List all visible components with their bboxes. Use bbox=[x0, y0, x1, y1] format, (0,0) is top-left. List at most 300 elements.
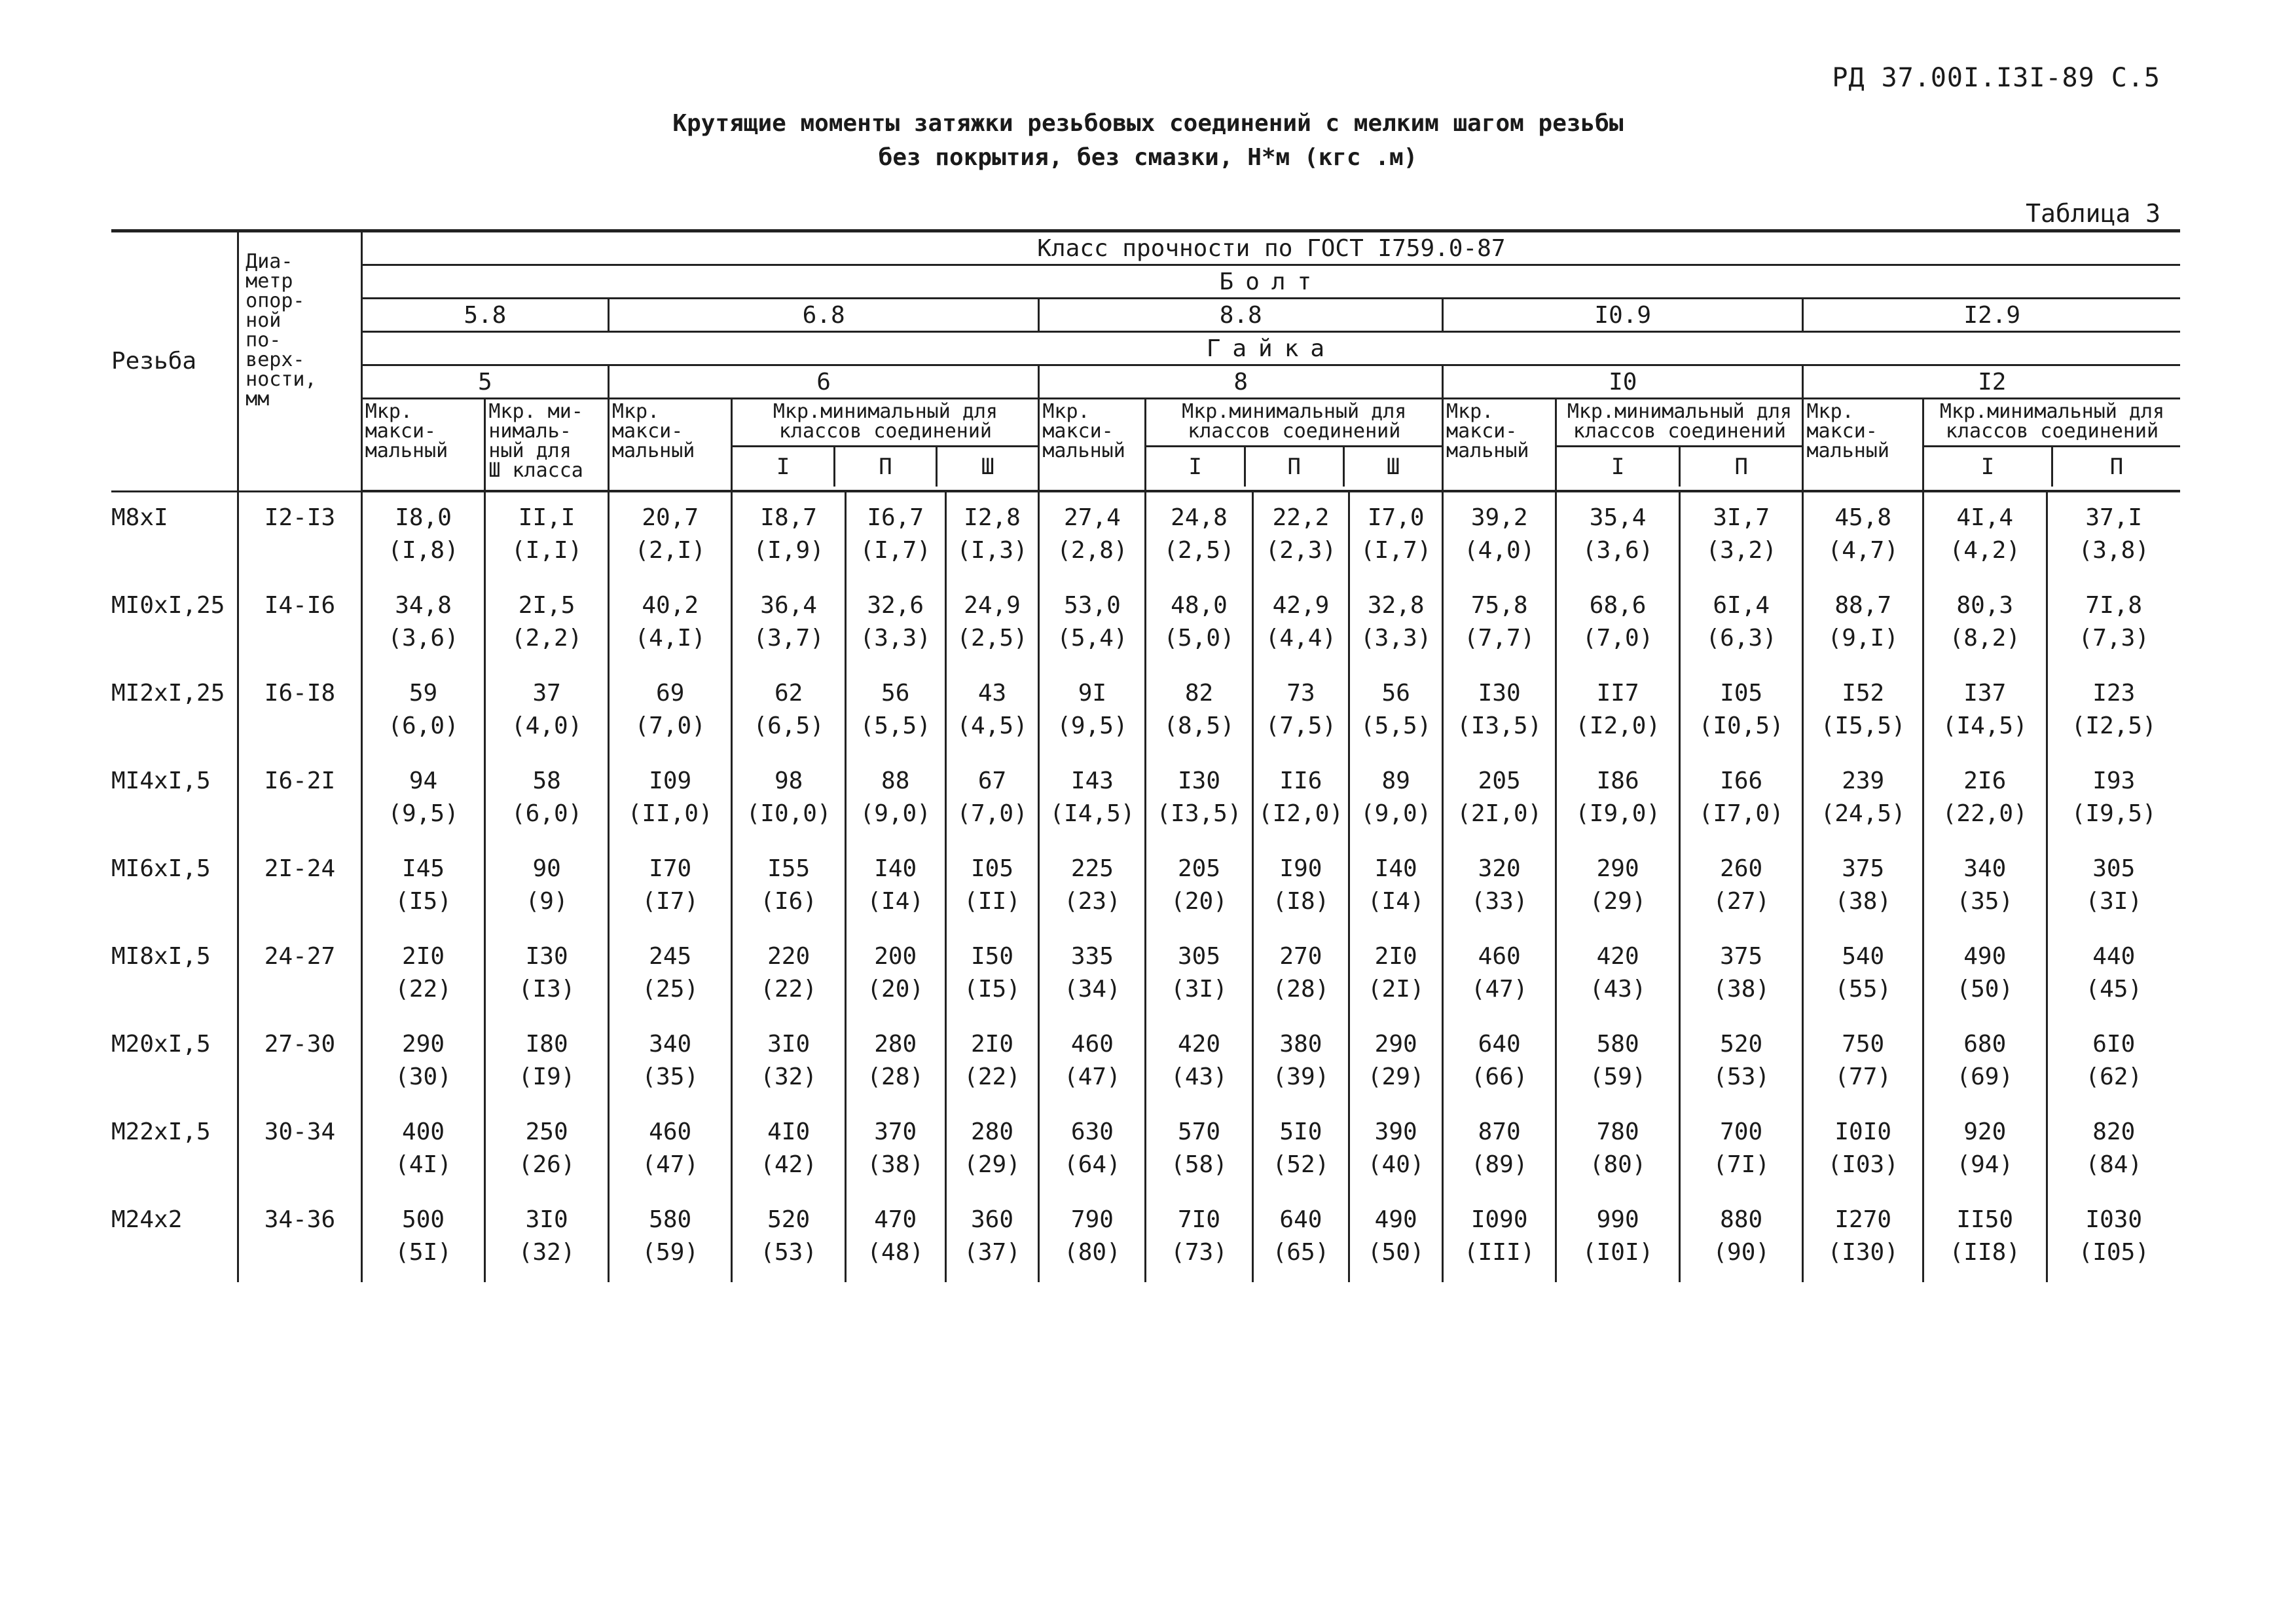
thread-size-cell: М24x2 bbox=[111, 1194, 238, 1282]
diameter-cell: 30-34 bbox=[238, 1107, 362, 1194]
torque-value-cell bbox=[1039, 580, 1146, 668]
torque-kgfm-value: (5,0) bbox=[1163, 625, 1235, 652]
torque-value-cell bbox=[1923, 668, 2047, 756]
torque-value-cell bbox=[1349, 756, 1443, 843]
torque-nm-value: 4I,4 bbox=[1956, 504, 2014, 531]
torque-nm-value: I2,8 bbox=[964, 504, 1021, 531]
mkr-max-header: Мкр. макси- мальный bbox=[1039, 399, 1146, 492]
document-code: РД 37.00I.I3I-89 С.5 bbox=[1832, 63, 2160, 93]
torque-value-cell bbox=[1556, 843, 1680, 931]
torque-value-cell bbox=[945, 931, 1039, 1019]
torque-kgfm-value: (66) bbox=[1470, 1063, 1528, 1090]
torque-nm-value: II,I bbox=[518, 504, 575, 531]
torque-nm-value: 42,9 bbox=[1272, 592, 1330, 619]
torque-kgfm-value: (38) bbox=[1834, 888, 1892, 915]
torque-value-cell bbox=[1443, 1019, 1556, 1107]
torque-value-cell bbox=[1923, 931, 2047, 1019]
torque-value-cell bbox=[1923, 491, 2047, 580]
torque-kgfm-value: (32) bbox=[760, 1063, 817, 1090]
torque-value-cell bbox=[1146, 491, 1252, 580]
torque-kgfm-value: (II,0) bbox=[627, 800, 713, 827]
torque-nm-value: I90 bbox=[1279, 855, 1322, 882]
torque-nm-value: 98 bbox=[774, 767, 803, 794]
torque-kgfm-value: (I3,5) bbox=[1156, 800, 1242, 827]
torque-nm-value: I05 bbox=[970, 855, 1014, 882]
torque-kgfm-value: (I,7) bbox=[1360, 537, 1432, 564]
torque-kgfm-value: (5,5) bbox=[860, 712, 931, 739]
torque-value-cell bbox=[361, 756, 485, 843]
torque-value-cell bbox=[485, 668, 609, 756]
torque-nm-value: 290 bbox=[402, 1031, 445, 1058]
torque-kgfm-value: (2I) bbox=[1367, 976, 1425, 1003]
roman-III-header: Ш bbox=[1386, 454, 1400, 480]
torque-value-cell bbox=[2047, 580, 2180, 668]
torque-value-cell bbox=[1039, 1194, 1146, 1282]
mkr-max-header: Мкр. макси- мальный bbox=[1803, 399, 1923, 492]
torque-nm-value: 520 bbox=[767, 1206, 811, 1233]
thread-column-header: Резьба bbox=[111, 231, 238, 492]
torque-value-cell bbox=[1923, 843, 2047, 931]
torque-value-cell bbox=[2047, 843, 2180, 931]
torque-kgfm-value: (80) bbox=[1589, 1151, 1647, 1178]
torque-kgfm-value: (9,5) bbox=[1057, 712, 1128, 739]
torque-value-cell bbox=[608, 931, 732, 1019]
nut-header: Гайка bbox=[361, 332, 2180, 365]
torque-nm-value: 35,4 bbox=[1589, 504, 1647, 531]
torque-kgfm-value: (7,0) bbox=[634, 712, 706, 739]
torque-nm-value: II50 bbox=[1956, 1206, 2014, 1233]
bolt-class-5-8: 5.8 bbox=[361, 299, 608, 332]
torque-nm-value: 340 bbox=[649, 1031, 692, 1058]
torque-kgfm-value: (80) bbox=[1064, 1239, 1121, 1266]
torque-value-cell bbox=[732, 668, 845, 756]
torque-value-cell bbox=[1443, 1107, 1556, 1194]
roman-I-header: I bbox=[733, 447, 835, 487]
torque-value-cell bbox=[608, 843, 732, 931]
table-row bbox=[111, 756, 2180, 843]
torque-kgfm-value: (I2,0) bbox=[1258, 800, 1343, 827]
torque-kgfm-value: (I5,5) bbox=[1820, 712, 1906, 739]
torque-nm-value: I43 bbox=[1070, 767, 1114, 794]
torque-nm-value: 375 bbox=[1842, 855, 1885, 882]
torque-value-cell bbox=[732, 1107, 845, 1194]
torque-nm-value: 24,8 bbox=[1171, 504, 1228, 531]
roman-II-header: П bbox=[1246, 447, 1345, 487]
torque-kgfm-value: (39) bbox=[1272, 1063, 1330, 1090]
roman-II-header: П bbox=[2109, 454, 2124, 480]
torque-nm-value: I30 bbox=[525, 943, 568, 970]
torque-nm-value: 490 bbox=[1374, 1206, 1417, 1233]
torque-kgfm-value: (24,5) bbox=[1820, 800, 1906, 827]
torque-kgfm-value: (50) bbox=[1367, 1239, 1425, 1266]
torque-nm-value: 88 bbox=[881, 767, 910, 794]
torque-nm-value: 630 bbox=[1070, 1118, 1114, 1145]
diameter-cell: I6-2I bbox=[238, 756, 362, 843]
torque-value-cell bbox=[608, 580, 732, 668]
torque-nm-value: I70 bbox=[649, 855, 692, 882]
torque-nm-value: 75,8 bbox=[1470, 592, 1528, 619]
torque-kgfm-value: (28) bbox=[1272, 976, 1330, 1003]
torque-nm-value: 870 bbox=[1478, 1118, 1521, 1145]
torque-value-cell bbox=[1039, 843, 1146, 931]
torque-nm-value: 220 bbox=[767, 943, 811, 970]
torque-nm-value: I30 bbox=[1478, 680, 1521, 707]
torque-value-cell bbox=[732, 931, 845, 1019]
torque-kgfm-value: (48) bbox=[867, 1239, 924, 1266]
torque-value-cell bbox=[485, 1194, 609, 1282]
bolt-header: Болт bbox=[361, 265, 2180, 299]
torque-value-cell bbox=[1556, 580, 1680, 668]
torque-nm-value: 69 bbox=[656, 680, 685, 707]
torque-nm-value: 43 bbox=[977, 680, 1007, 707]
torque-kgfm-value: (I4) bbox=[1367, 888, 1425, 915]
torque-nm-value: 94 bbox=[409, 767, 438, 794]
torque-nm-value: 6I0 bbox=[2092, 1031, 2136, 1058]
torque-nm-value: 205 bbox=[1478, 767, 1521, 794]
mkr-min-classes-header: Мкр.минимальный для классов соединений bbox=[1557, 399, 1802, 447]
table-row bbox=[111, 491, 2180, 580]
torque-value-cell bbox=[1146, 931, 1252, 1019]
torque-value-cell bbox=[1556, 668, 1680, 756]
roman-III-header: Ш bbox=[981, 454, 994, 480]
torque-value-cell bbox=[1679, 580, 1803, 668]
torque-value-cell bbox=[2047, 1107, 2180, 1194]
torque-kgfm-value: (27) bbox=[1713, 888, 1770, 915]
mkr-max-header: Мкр. макси- мальный bbox=[361, 399, 485, 492]
table-body bbox=[111, 491, 2180, 1282]
torque-value-cell bbox=[1039, 491, 1146, 580]
torque-kgfm-value: (3,8) bbox=[2078, 537, 2149, 564]
torque-value-cell bbox=[945, 1019, 1039, 1107]
torque-nm-value: I090 bbox=[1470, 1206, 1528, 1233]
torque-kgfm-value: (9,I) bbox=[1827, 625, 1899, 652]
torque-kgfm-value: (I7) bbox=[642, 888, 699, 915]
torque-kgfm-value: (38) bbox=[1713, 976, 1770, 1003]
torque-value-cell bbox=[485, 1107, 609, 1194]
torque-nm-value: 290 bbox=[1596, 855, 1639, 882]
torque-value-cell bbox=[361, 1194, 485, 1282]
torque-kgfm-value: (I5) bbox=[964, 976, 1021, 1003]
table-row bbox=[111, 1107, 2180, 1194]
torque-nm-value: 62 bbox=[774, 680, 803, 707]
torque-value-cell bbox=[1349, 1194, 1443, 1282]
torque-value-cell bbox=[2047, 491, 2180, 580]
torque-value-cell bbox=[2047, 931, 2180, 1019]
torque-value-cell bbox=[485, 756, 609, 843]
torque-nm-value: 90 bbox=[532, 855, 561, 882]
torque-value-cell bbox=[845, 1019, 945, 1107]
torque-value-cell bbox=[2047, 1194, 2180, 1282]
thread-size-cell: МI8xI,5 bbox=[111, 931, 238, 1019]
torque-value-cell bbox=[2047, 1019, 2180, 1107]
torque-kgfm-value: (8,5) bbox=[1163, 712, 1235, 739]
torque-value-cell bbox=[1679, 668, 1803, 756]
torque-value-cell bbox=[1803, 756, 1923, 843]
table-title-line-2: без покрытия, без смазки, Н*м (кгс .м) bbox=[878, 144, 1418, 171]
mkr-max-header: Мкр. макси- мальный bbox=[608, 399, 732, 492]
torque-kgfm-value: (42) bbox=[760, 1151, 817, 1178]
table-row bbox=[111, 668, 2180, 756]
torque-nm-value: 420 bbox=[1596, 943, 1639, 970]
torque-kgfm-value: (I,I) bbox=[511, 537, 583, 564]
torque-kgfm-value: (35) bbox=[642, 1063, 699, 1090]
torque-nm-value: 470 bbox=[874, 1206, 917, 1233]
torque-value-cell bbox=[1443, 756, 1556, 843]
torque-value-cell bbox=[845, 756, 945, 843]
torque-nm-value: 24,9 bbox=[964, 592, 1021, 619]
torque-value-cell bbox=[361, 491, 485, 580]
torque-value-cell bbox=[1803, 1107, 1923, 1194]
torque-nm-value: II7 bbox=[1596, 680, 1639, 707]
torque-kgfm-value: (28) bbox=[867, 1063, 924, 1090]
thread-size-cell: М22xI,5 bbox=[111, 1107, 238, 1194]
torque-nm-value: 790 bbox=[1070, 1206, 1114, 1233]
torque-value-cell bbox=[608, 1019, 732, 1107]
torque-nm-value: 680 bbox=[1963, 1031, 2007, 1058]
diameter-cell: I4-I6 bbox=[238, 580, 362, 668]
torque-nm-value: 400 bbox=[402, 1118, 445, 1145]
torque-kgfm-value: (I9) bbox=[518, 1063, 575, 1090]
torque-value-cell bbox=[945, 843, 1039, 931]
torque-value-cell bbox=[1556, 1107, 1680, 1194]
torque-kgfm-value: (I2,0) bbox=[1575, 712, 1661, 739]
torque-value-cell bbox=[1443, 580, 1556, 668]
torque-value-cell bbox=[945, 580, 1039, 668]
torque-value-cell bbox=[608, 491, 732, 580]
torque-kgfm-value: (3,6) bbox=[1582, 537, 1654, 564]
torque-value-cell bbox=[1443, 931, 1556, 1019]
torque-value-cell bbox=[945, 668, 1039, 756]
torque-value-cell bbox=[1146, 668, 1252, 756]
diameter-cell: 34-36 bbox=[238, 1194, 362, 1282]
torque-kgfm-value: (29) bbox=[1589, 888, 1647, 915]
torque-value-cell bbox=[1443, 1194, 1556, 1282]
torque-nm-value: 2I,5 bbox=[518, 592, 575, 619]
torque-nm-value: 270 bbox=[1279, 943, 1322, 970]
table-header bbox=[111, 231, 2180, 492]
torque-value-cell bbox=[1556, 1194, 1680, 1282]
torque-nm-value: 335 bbox=[1070, 943, 1114, 970]
torque-nm-value: 305 bbox=[2092, 855, 2136, 882]
torque-nm-value: I86 bbox=[1596, 767, 1639, 794]
torque-kgfm-value: (3,2) bbox=[1705, 537, 1777, 564]
torque-kgfm-value: (7,0) bbox=[957, 800, 1028, 827]
torque-kgfm-value: (3,3) bbox=[860, 625, 931, 652]
torque-value-cell bbox=[485, 580, 609, 668]
thread-size-cell: М8xI bbox=[111, 491, 238, 580]
torque-value-cell bbox=[608, 1107, 732, 1194]
torque-kgfm-value: (9,5) bbox=[388, 800, 459, 827]
torque-nm-value: 45,8 bbox=[1834, 504, 1892, 531]
nut-class-5: 5 bbox=[361, 365, 608, 399]
torque-kgfm-value: (II8) bbox=[1949, 1239, 2020, 1266]
torque-nm-value: 56 bbox=[881, 680, 910, 707]
torque-kgfm-value: (55) bbox=[1834, 976, 1892, 1003]
torque-value-cell bbox=[1679, 1019, 1803, 1107]
torque-value-cell bbox=[608, 668, 732, 756]
torque-nm-value: 750 bbox=[1842, 1031, 1885, 1058]
torque-kgfm-value: (I30) bbox=[1827, 1239, 1899, 1266]
torque-nm-value: 20,7 bbox=[642, 504, 699, 531]
torque-kgfm-value: (29) bbox=[1367, 1063, 1425, 1090]
torque-kgfm-value: (59) bbox=[642, 1239, 699, 1266]
torque-kgfm-value: (I4,5) bbox=[1942, 712, 2028, 739]
torque-kgfm-value: (84) bbox=[2085, 1151, 2143, 1178]
torque-value-cell bbox=[1923, 1019, 2047, 1107]
torque-kgfm-value: (90) bbox=[1713, 1239, 1770, 1266]
mkr-min-classes-header: Мкр.минимальный для классов соединений bbox=[733, 399, 1038, 447]
torque-nm-value: 245 bbox=[649, 943, 692, 970]
torque-nm-value: 305 bbox=[1177, 943, 1221, 970]
roman-II-header: П bbox=[835, 447, 938, 487]
table-row bbox=[111, 1194, 2180, 1282]
torque-value-cell bbox=[485, 1019, 609, 1107]
torque-kgfm-value: (I4) bbox=[867, 888, 924, 915]
torque-value-cell bbox=[1679, 491, 1803, 580]
torque-nm-value: I05 bbox=[1720, 680, 1763, 707]
thread-size-cell: МI6xI,5 bbox=[111, 843, 238, 931]
torque-value-cell bbox=[1803, 931, 1923, 1019]
diameter-cell: 27-30 bbox=[238, 1019, 362, 1107]
torque-kgfm-value: (77) bbox=[1834, 1063, 1892, 1090]
torque-kgfm-value: (89) bbox=[1470, 1151, 1528, 1178]
torque-kgfm-value: (I,3) bbox=[957, 537, 1028, 564]
torque-nm-value: I40 bbox=[874, 855, 917, 882]
torque-nm-value: 36,4 bbox=[760, 592, 817, 619]
diameter-column-header: Диа- метр опор- ной по- верх- ности, мм bbox=[238, 231, 362, 492]
torque-value-cell bbox=[1923, 1107, 2047, 1194]
torque-value-cell bbox=[361, 1019, 485, 1107]
table-number-label: Таблица 3 bbox=[2026, 199, 2160, 228]
torque-kgfm-value: (I05) bbox=[2078, 1239, 2149, 1266]
torque-nm-value: 880 bbox=[1720, 1206, 1763, 1233]
torque-value-cell bbox=[1349, 1107, 1443, 1194]
torque-kgfm-value: (6,3) bbox=[1705, 625, 1777, 652]
torque-value-cell bbox=[1146, 1194, 1252, 1282]
torque-nm-value: 67 bbox=[977, 767, 1007, 794]
mkr-min-classes-header: Мкр.минимальный для классов соединений bbox=[1146, 399, 1442, 447]
torque-kgfm-value: (I6) bbox=[760, 888, 817, 915]
nut-class-6: 6 bbox=[608, 365, 1038, 399]
torque-kgfm-value: (9) bbox=[525, 888, 568, 915]
torque-value-cell bbox=[1443, 668, 1556, 756]
torque-kgfm-value: (37) bbox=[964, 1239, 1021, 1266]
torque-nm-value: 640 bbox=[1279, 1206, 1322, 1233]
torque-kgfm-value: (4,7) bbox=[1827, 537, 1899, 564]
torque-kgfm-value: (4,4) bbox=[1265, 625, 1337, 652]
torque-value-cell bbox=[1556, 1019, 1680, 1107]
torque-value-cell bbox=[732, 1194, 845, 1282]
torque-nm-value: I0I0 bbox=[1834, 1118, 1892, 1145]
torque-nm-value: 280 bbox=[970, 1118, 1014, 1145]
torque-nm-value: 440 bbox=[2092, 943, 2136, 970]
mkr-max-header: Мкр. макси- мальный bbox=[1443, 399, 1556, 492]
torque-kgfm-value: (3I) bbox=[2085, 888, 2143, 915]
torque-nm-value: 580 bbox=[649, 1206, 692, 1233]
torque-nm-value: 37,I bbox=[2085, 504, 2143, 531]
torque-nm-value: I37 bbox=[1963, 680, 2007, 707]
torque-kgfm-value: (5,4) bbox=[1057, 625, 1128, 652]
torque-kgfm-value: (I,8) bbox=[388, 537, 459, 564]
torque-value-cell bbox=[1923, 756, 2047, 843]
torque-kgfm-value: (I3,5) bbox=[1457, 712, 1542, 739]
torque-kgfm-value: (43) bbox=[1589, 976, 1647, 1003]
torque-kgfm-value: (23) bbox=[1064, 888, 1121, 915]
torque-value-cell bbox=[608, 756, 732, 843]
torque-nm-value: 260 bbox=[1720, 855, 1763, 882]
torque-kgfm-value: (22) bbox=[964, 1063, 1021, 1090]
bolt-class-8-8: 8.8 bbox=[1039, 299, 1443, 332]
torque-value-cell bbox=[1679, 843, 1803, 931]
torque-nm-value: I30 bbox=[1177, 767, 1221, 794]
torque-kgfm-value: (I0,0) bbox=[746, 800, 831, 827]
torque-nm-value: 2I0 bbox=[1374, 943, 1417, 970]
torque-nm-value: 580 bbox=[1596, 1031, 1639, 1058]
torque-kgfm-value: (4,0) bbox=[511, 712, 583, 739]
torque-kgfm-value: (20) bbox=[1171, 888, 1228, 915]
torque-nm-value: I23 bbox=[2092, 680, 2136, 707]
torque-value-cell bbox=[1803, 668, 1923, 756]
torque-value-cell bbox=[1679, 1107, 1803, 1194]
torque-kgfm-value: (I2,5) bbox=[2071, 712, 2157, 739]
torque-kgfm-value: (2,2) bbox=[511, 625, 583, 652]
strength-class-header: Класс прочности по ГОСТ I759.0-87 bbox=[361, 231, 2180, 265]
torque-kgfm-value: (22,0) bbox=[1942, 800, 2028, 827]
torque-nm-value: 89 bbox=[1381, 767, 1410, 794]
torque-kgfm-value: (3,6) bbox=[388, 625, 459, 652]
torque-value-cell bbox=[485, 931, 609, 1019]
table-title-line-1: Крутящие моменты затяжки резьбовых соединений с мелким шагом резьбы bbox=[672, 110, 1624, 137]
torque-value-cell bbox=[1803, 1019, 1923, 1107]
torque-kgfm-value: (30) bbox=[395, 1063, 452, 1090]
torque-kgfm-value: (22) bbox=[760, 976, 817, 1003]
torque-nm-value: 460 bbox=[649, 1118, 692, 1145]
torque-value-cell bbox=[945, 491, 1039, 580]
torque-kgfm-value: (7,3) bbox=[2078, 625, 2149, 652]
torque-value-cell bbox=[1349, 843, 1443, 931]
torque-value-cell bbox=[361, 668, 485, 756]
torque-value-cell bbox=[732, 491, 845, 580]
torque-nm-value: 48,0 bbox=[1171, 592, 1228, 619]
table-row bbox=[111, 1019, 2180, 1107]
torque-kgfm-value: (3,7) bbox=[753, 625, 824, 652]
torque-value-cell bbox=[1803, 1194, 1923, 1282]
torque-nm-value: 59 bbox=[409, 680, 438, 707]
torque-kgfm-value: (47) bbox=[1064, 1063, 1121, 1090]
torque-value-cell bbox=[732, 843, 845, 931]
torque-kgfm-value: (53) bbox=[1713, 1063, 1770, 1090]
nut-class-10: I0 bbox=[1443, 365, 1803, 399]
torque-value-cell bbox=[1252, 931, 1349, 1019]
diameter-cell: 2I-24 bbox=[238, 843, 362, 931]
torque-kgfm-value: (2I,0) bbox=[1457, 800, 1542, 827]
torque-value-cell bbox=[1146, 756, 1252, 843]
torque-nm-value: 39,2 bbox=[1470, 504, 1528, 531]
torque-value-cell bbox=[732, 580, 845, 668]
torque-kgfm-value: (2,5) bbox=[957, 625, 1028, 652]
torque-nm-value: II6 bbox=[1279, 767, 1322, 794]
torque-value-cell bbox=[1252, 1019, 1349, 1107]
diameter-cell: 24-27 bbox=[238, 931, 362, 1019]
torque-nm-value: I50 bbox=[970, 943, 1014, 970]
torque-value-cell bbox=[945, 756, 1039, 843]
torque-kgfm-value: (53) bbox=[760, 1239, 817, 1266]
table-row bbox=[111, 843, 2180, 931]
torque-value-cell bbox=[485, 491, 609, 580]
torque-kgfm-value: (7,7) bbox=[1464, 625, 1535, 652]
torque-value-cell bbox=[361, 1107, 485, 1194]
roman-I-header: I bbox=[1146, 447, 1245, 487]
